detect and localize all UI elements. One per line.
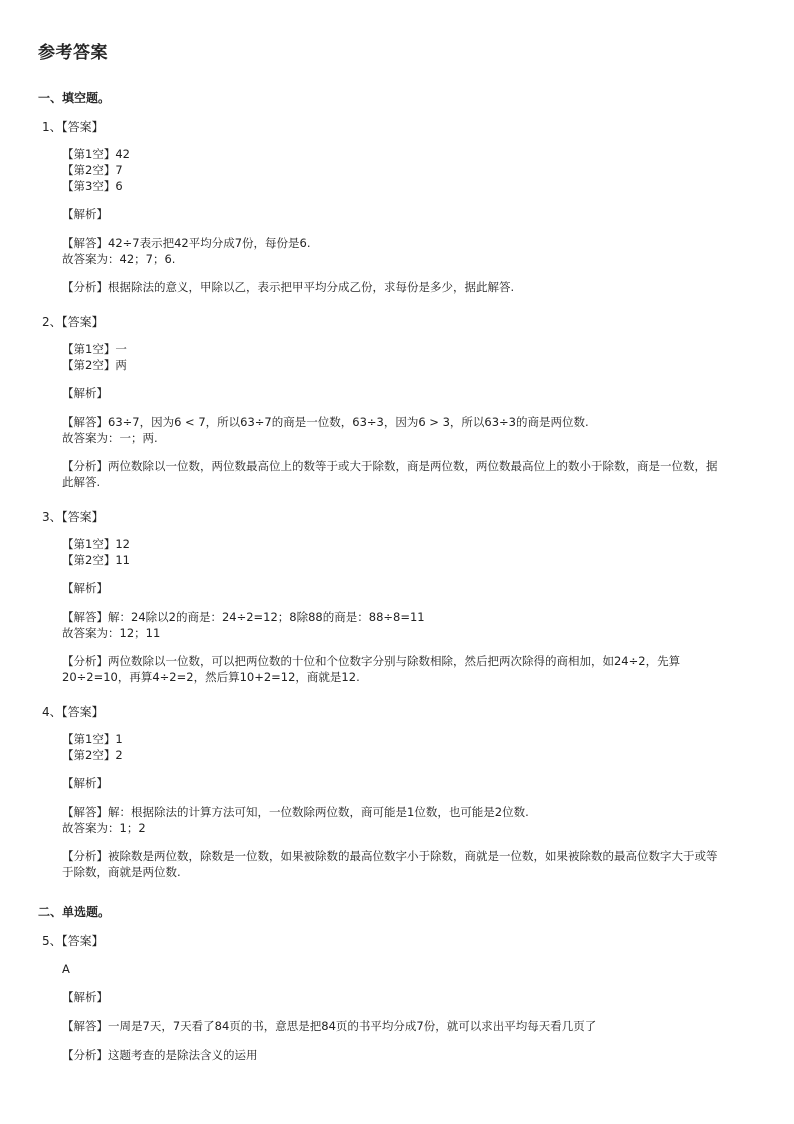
q1-answer-2: 【第2空】7 (62, 163, 123, 177)
q4-analysis-label: 【解析】 (62, 776, 108, 790)
q1-answer-1: 【第1空】42 (62, 147, 130, 161)
section-title-fill-blank: 一、填空题。 (38, 91, 111, 105)
q1-analysis-label: 【解析】 (62, 207, 108, 221)
q5-analysis-label: 【解析】 (62, 990, 108, 1004)
q2-note: 【分析】两位数除以一位数，两位数最高位上的数等于或大于除数，商是两位数，两位数最高位上的数小于除数，商是一位数，据此解答. (62, 459, 718, 489)
q4-answer-1: 【第1空】1 (62, 732, 123, 746)
q3-solution-2: 故答案为：12；11 (62, 626, 161, 640)
q4-solution-1: 【解答】解：根据除法的计算方法可知，一位数除两位数，商可能是1位数，也可能是2位数. (62, 805, 529, 819)
q2-solution-2: 故答案为：一；两. (62, 431, 158, 445)
q4-answer-2: 【第2空】2 (62, 748, 123, 762)
q1-solution-2: 故答案为：42；7；6. (62, 252, 176, 266)
q2-answer-1: 【第1空】一 (62, 342, 127, 356)
page-title: 参考答案 (38, 43, 108, 63)
question-1-label: 1、【答案】 (42, 120, 104, 134)
q3-note: 【分析】两位数除以一位数，可以把两位数的十位和个位数字分别与除数相除，然后把两次除得的商相加，如24÷2，先算20÷2=10，再算4÷2=2，然后算10+2=12，商就是12. (62, 654, 681, 684)
section-title-single-choice: 二、单选题。 (38, 905, 111, 919)
q2-solution-1: 【解答】63÷7，因为6 < 7，所以63÷7的商是一位数，63÷3，因为6 > 3，所以63÷3的商是两位数. (62, 415, 589, 429)
q4-note: 【分析】被除数是两位数，除数是一位数，如果被除数的最高位数字小于除数，商就是一位数，如果被除数的最高位数字大于或等于除数，商就是两位数. (62, 849, 718, 879)
q1-solution-1: 【解答】42÷7表示把42平均分成7份，每份是6. (62, 236, 311, 250)
q3-answer-1: 【第1空】12 (62, 537, 130, 551)
q5-note: 【分析】这题考查的是除法含义的运用 (62, 1048, 258, 1062)
q3-analysis-label: 【解析】 (62, 581, 108, 595)
question-2-label: 2、【答案】 (42, 315, 104, 329)
q2-answer-2: 【第2空】两 (62, 358, 127, 372)
q4-solution-2: 故答案为：1；2 (62, 821, 146, 835)
question-4-label: 4、【答案】 (42, 705, 104, 719)
q5-answer-1: A (62, 962, 70, 976)
question-3-label: 3、【答案】 (42, 510, 104, 524)
q1-note: 【分析】根据除法的意义，甲除以乙，表示把甲平均分成乙份，求每份是多少，据此解答. (62, 280, 515, 294)
q5-solution-1: 【解答】一周是7天，7天看了84页的书，意思是把84页的书平均分成7份，就可以求出平均每天看几页了 (62, 1019, 597, 1033)
q2-analysis-label: 【解析】 (62, 386, 108, 400)
q1-answer-3: 【第3空】6 (62, 179, 123, 193)
question-5-label: 5、【答案】 (42, 934, 104, 948)
q3-solution-1: 【解答】解：24除以2的商是：24÷2=12；8除88的商是：88÷8=11 (62, 610, 425, 624)
q3-answer-2: 【第2空】11 (62, 553, 130, 567)
